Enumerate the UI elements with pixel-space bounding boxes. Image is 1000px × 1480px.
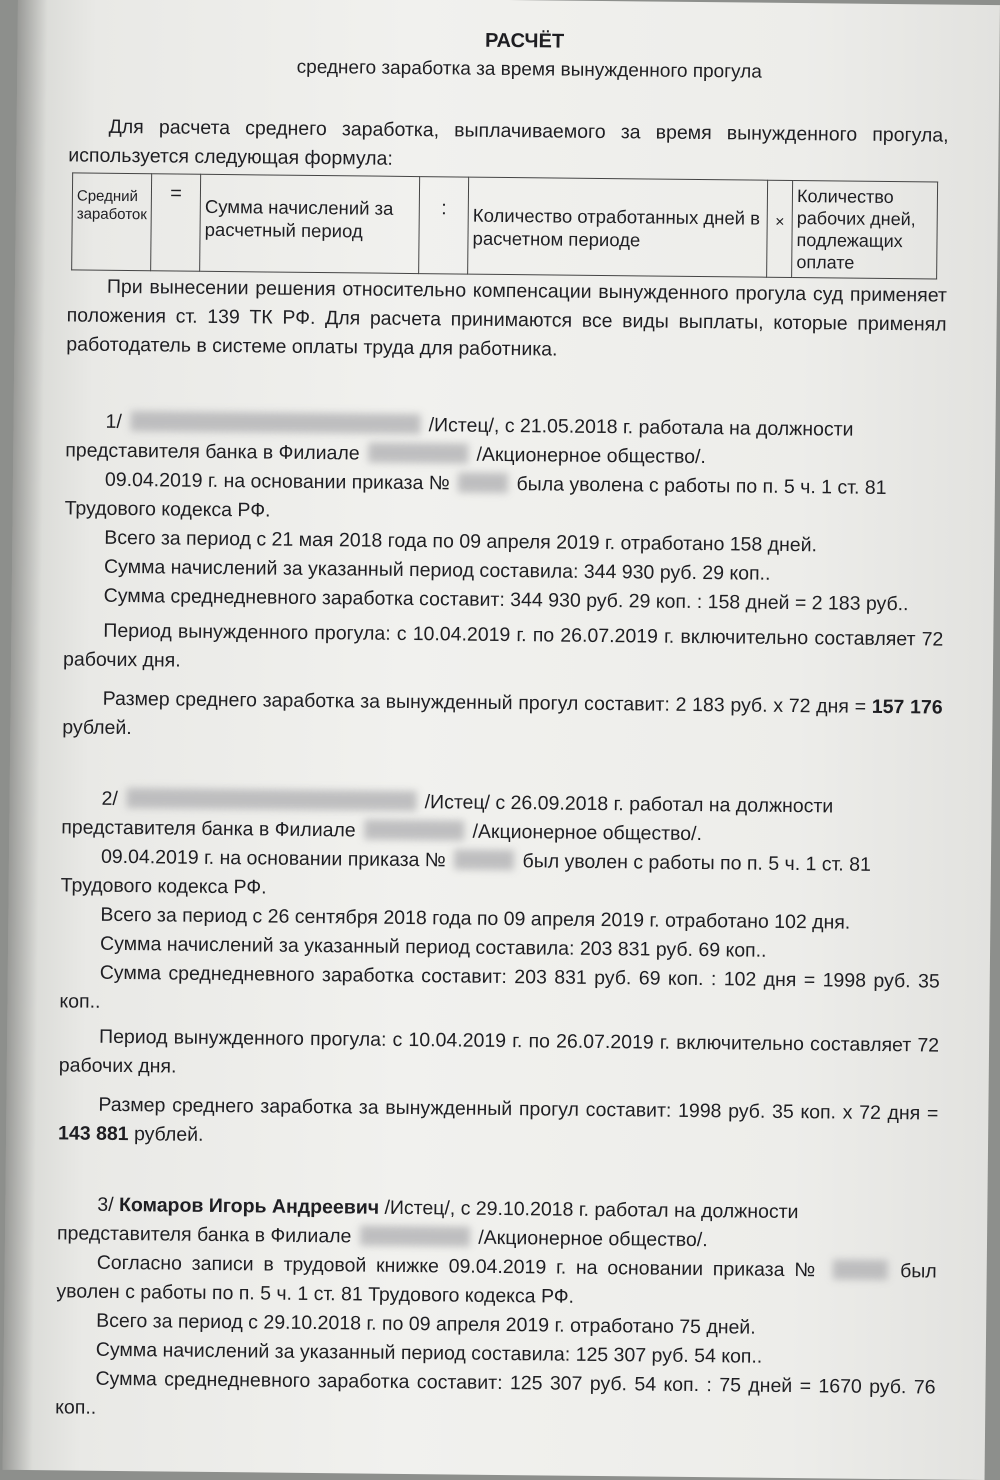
section-2-line-4: Трудового кодекса РФ.	[60, 874, 267, 899]
redacted-name	[126, 788, 416, 811]
page-subtitle: среднего заработка за время вынужденного прогула	[296, 56, 762, 83]
section-3-line-7: Сумма среднедневного заработка составит: 125 307 руб. 54 коп. : 75 дней = 1670 руб. 76 коп..	[55, 1367, 936, 1419]
section-1-text-1: /Истец/, с 21.05.2018 г. работала на должности	[428, 414, 854, 441]
redacted-branch	[368, 443, 468, 464]
section-2-text-1: /Истец/ с 26.09.2018 г. работал на должности	[424, 791, 834, 818]
section-2-text-2a: представителя банка в Филиале	[61, 816, 356, 842]
section-1-total: 157 176	[871, 695, 943, 719]
section-2-text-9a: Размер среднего заработка за вынужденный прогул составит: 1998 руб. 35 коп. х 72 дня =	[98, 1093, 939, 1125]
section-1-text-3b: была уволена с работы по п. 5 ч. 1 ст. 81	[516, 473, 887, 499]
document-page	[3, 0, 1000, 1480]
section-2-number: 2/	[101, 787, 118, 810]
redacted-order-number	[454, 849, 514, 870]
formula-equals: =	[151, 174, 201, 272]
article-139-paragraph: При вынесении решения относительно компенсации вынужденного прогула суд применяет положения ст. 139 ТК РФ. Для расчета принимаются все виды выплаты, которые применял работодатель в системе оплаты труда для работника.	[66, 275, 948, 361]
section-1-line-4: Трудового кодекса РФ.	[64, 497, 271, 522]
section-1-text-3a: 09.04.2019 г. на основании приказа №	[104, 468, 450, 495]
section-1	[62, 407, 945, 751]
redacted-order-number	[458, 472, 508, 493]
section-1-text-2b: /Акционерное общество/.	[476, 443, 706, 469]
section-2-line-6: Сумма начислений за указанный период составила: 203 831 руб. 69 коп..	[99, 932, 767, 962]
formula-days-worked: Количество отработанных дней в расчетном периоде	[468, 177, 768, 277]
formula-accruals-sum: Сумма начислений за расчетный период	[200, 174, 420, 273]
section-3-plaintiff-name: Комаров Игорь Андреевич	[118, 1193, 380, 1219]
redacted-name	[130, 411, 420, 434]
section-1-number: 1/	[105, 410, 122, 433]
section-3-number: 3/	[97, 1193, 114, 1216]
section-3-text-3a: Согласно записи в трудовой книжке 09.04.2019 г. на основании приказа №	[96, 1251, 820, 1282]
section-2-line-8: Период вынужденного прогула: с 10.04.2019 г. по 26.07.2019 г. включительно составляет 72 рабочих дня.	[58, 1025, 940, 1078]
section-2-text-2b: /Акционерное общество/.	[472, 820, 703, 846]
formula-divide: :	[419, 177, 469, 275]
section-3-text-3b: был уволен с работы по п. 5 ч. 1 ст. 81 Трудового кодекса РФ.	[56, 1260, 937, 1308]
section-3-line-6: Сумма начислений за указанный период составила: 125 307 руб. 54 коп..	[95, 1338, 763, 1368]
section-1-line-7: Сумма среднедневного заработка составит: 344 930 руб. 29 коп. : 158 дней = 2 183 руб..	[103, 584, 909, 616]
redacted-branch	[364, 820, 464, 841]
section-2-text-9c: рублей.	[133, 1123, 204, 1146]
section-2-text-3a: 09.04.2019 г. на основании приказа №	[100, 845, 446, 872]
formula-payable-days: Количество рабочих дней, подлежащих оплате	[792, 180, 938, 279]
section-2-total: 143 881	[57, 1122, 129, 1146]
section-3-text-2a: представителя банка в Филиале	[56, 1222, 352, 1248]
formula-multiply: ×	[767, 180, 793, 277]
redacted-branch	[360, 1226, 470, 1247]
section-3-text-1: /Истец/, с 29.10.2018 г. работал на должности	[384, 1196, 799, 1224]
formula-average-earnings: Средний заработок	[72, 173, 152, 271]
section-3-line-3	[56, 1248, 937, 1315]
section-1-line-6: Сумма начислений за указанный период составила: 344 930 руб. 29 коп..	[103, 555, 771, 585]
section-1-text-2a: представителя банка в Филиале	[65, 439, 360, 465]
section-1-line-8: Период вынужденного прогула: с 10.04.2019 г. по 26.07.2019 г. включительно составляет 72 рабочих дня.	[62, 619, 944, 672]
formula-table	[71, 172, 938, 279]
section-2-line-5: Всего за период с 26 сентября 2018 года по 09 апреля 2019 г. отработано 102 дня.	[100, 903, 851, 934]
section-1-text-9a: Размер среднего заработка за вынужденный прогул составит: 2 183 руб. х 72 дня =	[102, 687, 867, 718]
section-2	[58, 784, 942, 1157]
section-3	[55, 1190, 937, 1431]
section-3-text-2b: /Акционерное общество/.	[478, 1226, 708, 1252]
section-3-line-5: Всего за период с 29.10.2018 г. по 09 апреля 2019 г. отработано 75 дней.	[96, 1309, 756, 1339]
document-content	[55, 25, 950, 1431]
page-title: РАСЧЁТ	[484, 29, 565, 53]
section-1-line-5: Всего за период с 21 мая 2018 года по 09 апреля 2019 г. отработано 158 дней.	[104, 526, 818, 557]
section-1-line-9	[62, 684, 943, 751]
intro-paragraph: Для расчета среднего заработка, выплачиваемого за время вынужденного прогула, используется следующая формула:	[68, 115, 949, 170]
section-2-text-3b: был уволен с работы по п. 5 ч. 1 ст. 81	[522, 850, 872, 876]
section-1-text-9c: рублей.	[62, 716, 132, 740]
redacted-order-number	[832, 1259, 887, 1280]
section-2-line-7: Сумма среднедневного заработка составит: 203 831 руб. 69 коп. : 102 дня = 1998 руб. 35 коп..	[59, 961, 940, 1013]
section-2-line-9	[58, 1090, 939, 1157]
page-edge-shadow	[3, 0, 48, 1470]
